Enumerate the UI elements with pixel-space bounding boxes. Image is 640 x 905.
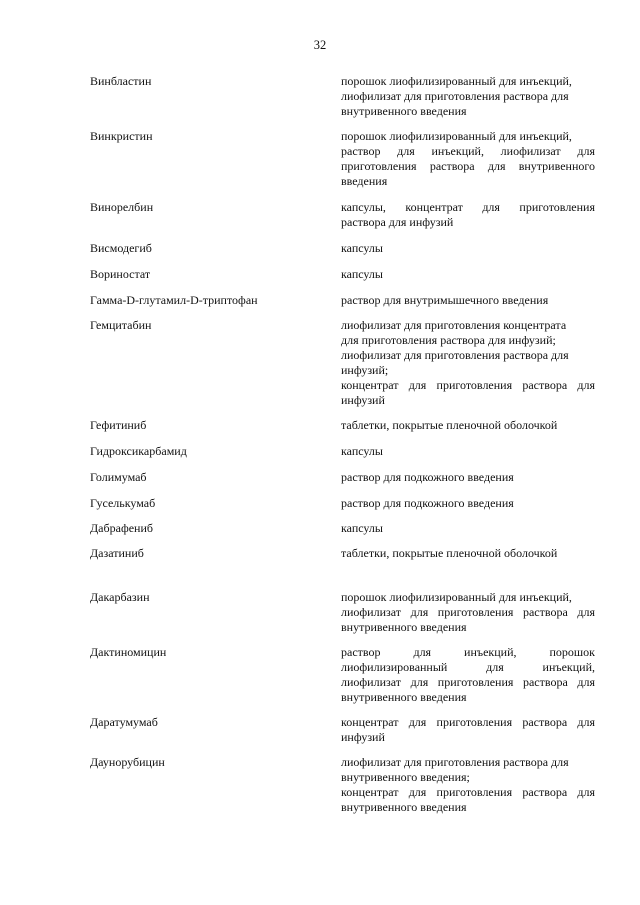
drug-name: Винкристин — [90, 129, 153, 143]
dosage-form — [341, 74, 595, 119]
dosage-form — [341, 521, 595, 536]
dosage-form-line: введения — [341, 174, 388, 188]
dosage-form-line: концентрат для приготовления раствора для — [341, 785, 595, 799]
dosage-form — [341, 293, 595, 308]
dosage-form — [341, 444, 595, 459]
dosage-form — [341, 715, 595, 745]
dosage-form-line: капсулы — [341, 444, 383, 458]
dosage-form-line: инфузий — [341, 393, 385, 407]
dosage-form-line: капсулы, концентрат для приготовления — [341, 200, 595, 214]
dosage-form-line: лиофилизат для приготовления раствора для — [341, 605, 595, 619]
drug-name: Дазатиниб — [90, 546, 144, 560]
dosage-form-line: лиофилизат для приготовления раствора для — [341, 348, 569, 362]
dosage-form-line: лиофилизированный для инъекций, — [341, 660, 595, 674]
dosage-form — [341, 418, 595, 433]
dosage-form-line: капсулы — [341, 241, 383, 255]
drug-name: Гуселькумаб — [90, 496, 156, 510]
dosage-form-line: раствор для инъекций, порошок — [341, 645, 595, 659]
dosage-form — [341, 496, 595, 511]
drug-name: Винорелбин — [90, 200, 154, 214]
dosage-form-line: лиофилизат для приготовления раствора для — [341, 755, 569, 769]
dosage-form-line: раствор для внутримышечного введения — [341, 293, 549, 307]
drug-name: Висмодегиб — [90, 241, 152, 255]
dosage-form-line: раствор для инъекций, лиофилизат для — [341, 144, 595, 158]
dosage-form-line: инфузий — [341, 730, 385, 744]
dosage-form-line: для приготовления раствора для инфузий; — [341, 333, 556, 347]
dosage-form-line: внутривенного введения — [341, 800, 467, 814]
dosage-form-line: порошок лиофилизированный для инъекций, — [341, 74, 572, 88]
dosage-form — [341, 129, 595, 189]
drug-name: Дабрафениб — [90, 521, 153, 535]
dosage-form — [341, 470, 595, 485]
dosage-form-line: внутривенного введения; — [341, 770, 470, 784]
drug-name: Гидроксикарбамид — [90, 444, 187, 458]
dosage-form-line: таблетки, покрытые пленочной оболочкой — [341, 546, 558, 560]
dosage-form — [341, 590, 595, 635]
drug-name: Гефитиниб — [90, 418, 147, 432]
drug-name: Дакарбазин — [90, 590, 150, 604]
drug-name: Винбластин — [90, 74, 152, 88]
dosage-form-line: порошок лиофилизированный для инъекций, — [341, 590, 572, 604]
dosage-form — [341, 200, 595, 230]
drug-name: Даунорубицин — [90, 755, 165, 769]
dosage-form-line: внутривенного введения — [341, 104, 467, 118]
dosage-form-line: лиофилизат для приготовления раствора для — [341, 675, 595, 689]
page-number: 32 — [313, 38, 327, 52]
drug-name: Вориностат — [90, 267, 151, 281]
dosage-form — [341, 318, 595, 408]
dosage-form-line: лиофилизат для приготовления раствора для — [341, 89, 569, 103]
dosage-form-line: внутривенного введения — [341, 690, 467, 704]
dosage-form-line: раствора для инфузий — [341, 215, 454, 229]
dosage-form-line: таблетки, покрытые пленочной оболочкой — [341, 418, 558, 432]
dosage-form-line: капсулы — [341, 521, 383, 535]
dosage-form-line: порошок лиофилизированный для инъекций, — [341, 129, 572, 143]
drug-name: Голимумаб — [90, 470, 147, 484]
drug-name: Гемцитабин — [90, 318, 152, 332]
dosage-form — [341, 755, 595, 815]
drug-name: Гамма-D-глутамил-D-триптофан — [90, 293, 258, 307]
dosage-form-line: концентрат для приготовления раствора для — [341, 715, 595, 729]
dosage-form-line: инфузий; — [341, 363, 389, 377]
dosage-form-line: раствор для подкожного введения — [341, 496, 514, 510]
dosage-form-line: раствор для подкожного введения — [341, 470, 514, 484]
dosage-form-line: концентрат для приготовления раствора для — [341, 378, 595, 392]
drug-name: Дактиномицин — [90, 645, 167, 659]
dosage-form — [341, 645, 595, 705]
drug-name: Даратумумаб — [90, 715, 158, 729]
dosage-form-line: приготовления раствора для внутривенного — [341, 159, 595, 173]
dosage-form-line: капсулы — [341, 267, 383, 281]
dosage-form — [341, 241, 595, 256]
dosage-form — [341, 546, 595, 561]
dosage-form — [341, 267, 595, 282]
dosage-form-line: внутривенного введения — [341, 620, 467, 634]
dosage-form-line: лиофилизат для приготовления концентрата — [341, 318, 567, 332]
